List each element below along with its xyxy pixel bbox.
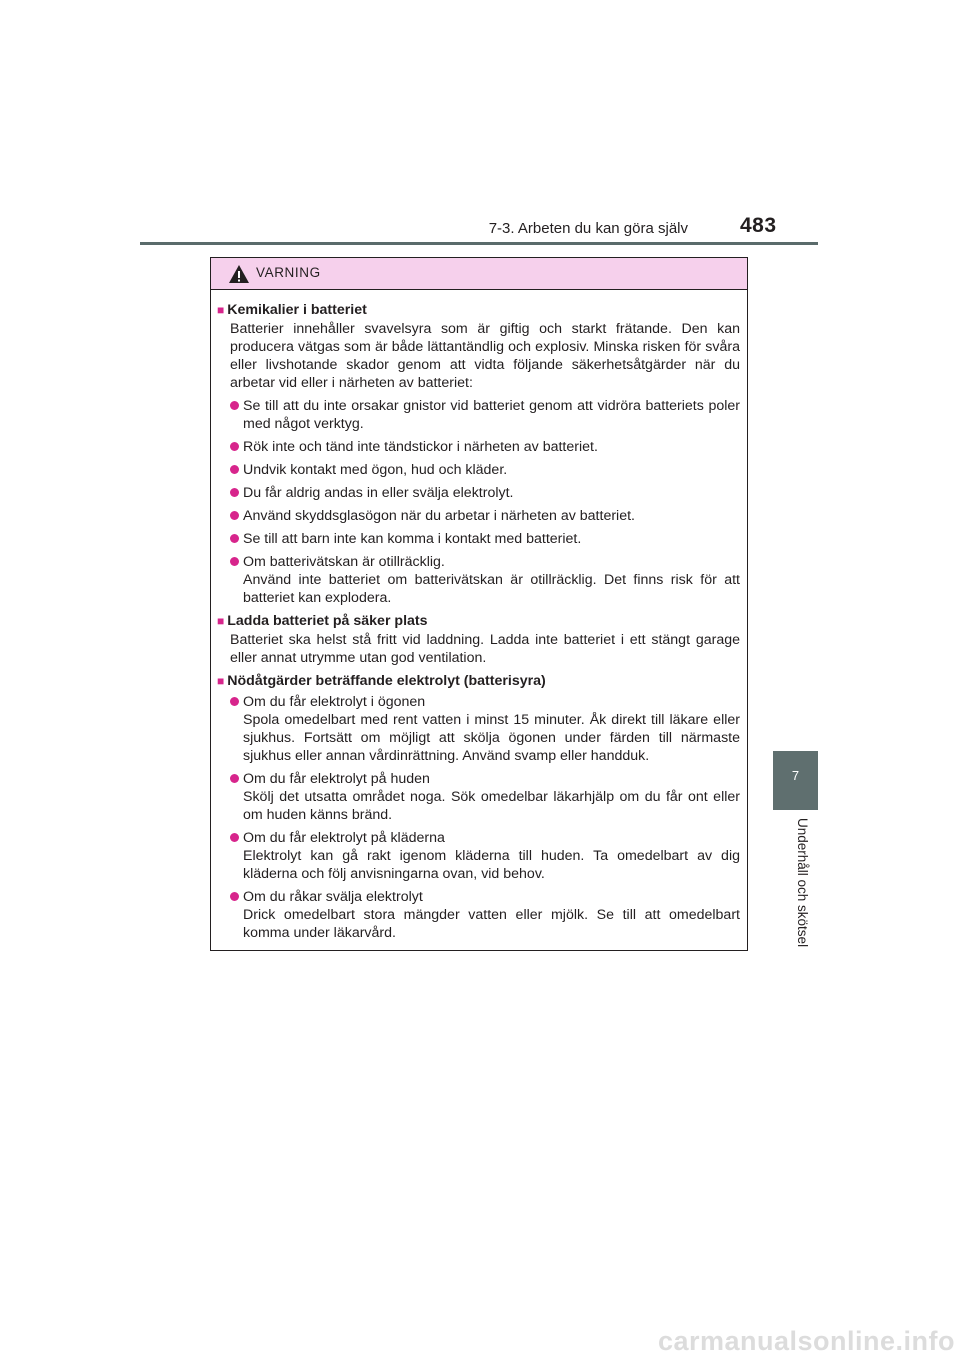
list-item [217,484,740,502]
circle-bullet-icon [230,697,239,706]
watermark-logo [0,1322,960,1358]
square-bullet-icon: ■ [217,614,225,628]
list-item [217,507,740,525]
list-item-head: Om du får elektrolyt i ögonen [243,694,426,710]
list-item-head: Om du råkar svälja elektrolyt [243,889,423,905]
list-item-head: Om du får elektrolyt på kläderna [243,830,445,846]
list-item-text [243,829,740,883]
circle-bullet-icon [230,511,239,520]
section-title [217,672,740,690]
section-title-text: Kemikalier i batteriet [227,302,367,318]
list-item-text [243,770,740,824]
list-item-head: Om batterivätskan är otillräcklig. [243,554,445,570]
section-title [217,301,740,319]
circle-bullet-icon [230,892,239,901]
list-item [217,829,740,883]
section-paragraph: Batteriet ska helst stå fritt vid laddning. Ladda inte batteriet i ett stängt garage eller annat utrymme utan god ventilation. [230,632,740,666]
list-item-head: Om du får elektrolyt på huden [243,771,430,787]
square-bullet-icon: ■ [217,303,225,317]
list-item [217,530,740,548]
circle-bullet-icon [230,442,239,451]
circle-bullet-icon [230,534,239,543]
warning-box [210,257,748,951]
list-item [217,693,740,765]
circle-bullet-icon [230,488,239,497]
warning-heading: VARNING [256,265,321,280]
section-title [217,612,740,630]
list-item-body: Elektrolyt kan gå rakt igenom kläderna till huden. Ta omedelbart av dig kläderna och följ anvisningarna ovan, vid behov. [243,848,740,882]
circle-bullet-icon [230,833,239,842]
list-item [217,553,740,607]
circle-bullet-icon [230,401,239,410]
warning-header [211,258,747,290]
list-item-text: Se till att du inte orsakar gnistor vid batteriet genom att vidröra batteriets poler med något verktyg. [243,398,740,432]
circle-bullet-icon [230,774,239,783]
section-title-text: Ladda batteriet på säker plats [227,613,428,629]
page-number: 483 [740,214,777,237]
list-item [217,461,740,479]
warning-triangle-icon [228,264,250,284]
list-item-body: Spola omedelbart med rent vatten i minst 15 minuter. Åk direkt till läkare eller sjukhus. Fortsätt om möjligt att skölja ögonen under färden till närmaste sjukhus eller annan vårdinrättning. Använd svamp eller handduk. [243,712,740,764]
section-paragraph: Batterier innehåller svavelsyra som är giftig och starkt frätande. Den kan producera vätgas som är både lättantändlig och explosiv. Minska risken för svåra eller livshotande skador genom att vidta följande säkerhetsåtgärder när du arbetar vid eller i närheten av batteriet: [230,321,740,391]
list-item-text: Undvik kontakt med ögon, hud och kläder. [243,462,508,478]
list-item-text: Du får aldrig andas in eller svälja elektrolyt. [243,485,514,501]
list-item-body: Drick omedelbart stora mängder vatten eller mjölk. Se till att omedelbart komma under läkarvård. [243,907,740,941]
circle-bullet-icon [230,557,239,566]
running-header-title: 7-3. Arbeten du kan göra själv [488,220,688,237]
list-item-text [243,553,740,607]
svg-text:carmanualsonline.info: carmanualsonline.info [657,1326,955,1356]
section-safe-charging [217,612,740,667]
list-item [217,397,740,433]
section-emergency-measures [217,672,740,942]
list-item [217,438,740,456]
list-item-text [243,888,740,942]
list-item-text [243,693,740,765]
chapter-number: 7 [791,768,800,783]
list-item [217,888,740,942]
warning-body [211,290,747,942]
list-item [217,770,740,824]
circle-bullet-icon [230,465,239,474]
section-title-text: Nödåtgärder beträffande elektrolyt (batterisyra) [227,673,546,689]
list-item-body: Använd inte batteriet om batterivätskan är otillräcklig. Det finns risk för att batteriet kan explodera. [243,572,740,606]
chapter-tab [773,751,818,810]
section-battery-chemicals [217,301,740,607]
list-item-text: Se till att barn inte kan komma i kontakt med batteriet. [243,531,582,547]
square-bullet-icon: ■ [217,674,225,688]
header-rule [140,242,818,245]
list-item-text: Rök inte och tänd inte tändstickor i närheten av batteriet. [243,439,598,455]
chapter-title-vertical: Underhåll och skötsel [795,818,810,948]
list-item-text: Använd skyddsglasögon när du arbetar i närheten av batteriet. [243,508,635,524]
list-item-body: Skölj det utsatta området noga. Sök omedelbar läkarhjälp om du får ont eller om huden känns bränd. [243,789,740,823]
